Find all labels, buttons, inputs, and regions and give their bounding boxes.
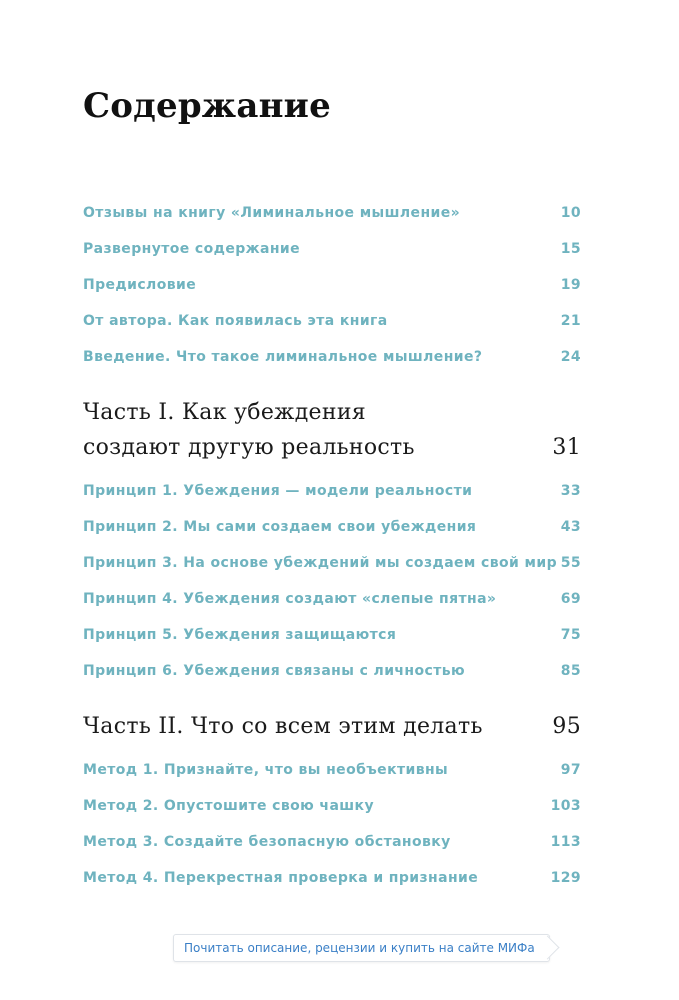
toc-entry-label: Отзывы на книгу «Лиминальное мышление» bbox=[83, 205, 461, 221]
toc-entry-label: От автора. Как появилась эта книга bbox=[83, 313, 388, 329]
toc-entry-label: Принцип 1. Убеждения — модели реальности bbox=[83, 483, 473, 499]
toc-entry-page: 75 bbox=[560, 627, 581, 643]
toc-entry-page: 43 bbox=[560, 519, 581, 535]
toc-entry-label: Метод 1. Признайте, что вы необъективны bbox=[83, 762, 449, 778]
toc-entry-page: 103 bbox=[550, 798, 581, 814]
part-heading-line-1: Часть II. Что со всем этим делать bbox=[83, 714, 483, 739]
toc-entry-page: 129 bbox=[550, 870, 581, 886]
toc-entry-page: 33 bbox=[560, 483, 581, 499]
toc-entry-label: Принцип 2. Мы сами создаем свои убеждения bbox=[83, 519, 477, 535]
toc-entry-principle-4[interactable] bbox=[83, 591, 581, 607]
toc-entry-method-1[interactable] bbox=[83, 762, 581, 778]
part-heading-line-2: создают другую реальность bbox=[83, 435, 415, 460]
toc-entry-extended-contents[interactable] bbox=[83, 241, 581, 257]
toc-entry-label: Принцип 6. Убеждения связаны с личностью bbox=[83, 663, 465, 679]
toc-entry-label: Метод 4. Перекрестная проверка и признание bbox=[83, 870, 479, 886]
toc-entry-page: 24 bbox=[560, 349, 581, 365]
toc-entry-method-3[interactable] bbox=[83, 834, 581, 850]
toc-entry-page: 113 bbox=[550, 834, 581, 850]
toc-entry-method-4[interactable] bbox=[83, 870, 581, 886]
toc-entry-page: 10 bbox=[560, 205, 581, 221]
toc-entry-label: Развернутое содержание bbox=[83, 241, 301, 257]
toc-entry-principle-1[interactable] bbox=[83, 483, 581, 499]
toc-entry-page: 55 bbox=[560, 555, 581, 571]
toc-entry-page: 21 bbox=[560, 313, 581, 329]
toc-entry-label: Принцип 4. Убеждения создают «слепые пятна» bbox=[83, 591, 497, 607]
buy-on-mif-link-text: Почитать описание, рецензии и купить на сайте МИФа bbox=[184, 941, 535, 955]
toc-entry-introduction[interactable] bbox=[83, 349, 581, 365]
toc-entry-page: 85 bbox=[560, 663, 581, 679]
toc-entry-page: 97 bbox=[560, 762, 581, 778]
page-title: Содержание bbox=[83, 86, 331, 126]
toc-entry-from-author[interactable] bbox=[83, 313, 581, 329]
toc-entry-page: 19 bbox=[560, 277, 581, 293]
toc-entry-label: Метод 2. Опустошите свою чашку bbox=[83, 798, 374, 814]
toc-entry-page: 69 bbox=[560, 591, 581, 607]
toc-entry-principle-5[interactable] bbox=[83, 627, 581, 643]
toc-entry-principle-6[interactable] bbox=[83, 663, 581, 679]
toc-entry-label: Принцип 3. На основе убеждений мы создаем свой мир bbox=[83, 555, 557, 571]
toc-entry-method-2[interactable] bbox=[83, 798, 581, 814]
toc-entry-label: Введение. Что такое лиминальное мышление? bbox=[83, 349, 483, 365]
toc-entry-label: Предисловие bbox=[83, 277, 197, 293]
toc-entry-reviews[interactable] bbox=[83, 205, 581, 221]
part-heading-page: 31 bbox=[552, 435, 581, 460]
toc-entry-page: 15 bbox=[560, 241, 581, 257]
toc-part-2-heading[interactable] bbox=[83, 709, 581, 744]
toc-part-1-heading[interactable] bbox=[83, 395, 581, 465]
buy-on-mif-link[interactable] bbox=[173, 934, 550, 962]
toc-entry-principle-2[interactable] bbox=[83, 519, 581, 535]
part-heading-page: 95 bbox=[552, 714, 581, 739]
toc-entry-label: Принцип 5. Убеждения защищаются bbox=[83, 627, 397, 643]
toc-entry-principle-3[interactable] bbox=[83, 555, 581, 571]
toc-entry-preface[interactable] bbox=[83, 277, 581, 293]
part-heading-line-1: Часть I. Как убеждения bbox=[83, 400, 366, 425]
toc-entry-label: Метод 3. Создайте безопасную обстановку bbox=[83, 834, 451, 850]
